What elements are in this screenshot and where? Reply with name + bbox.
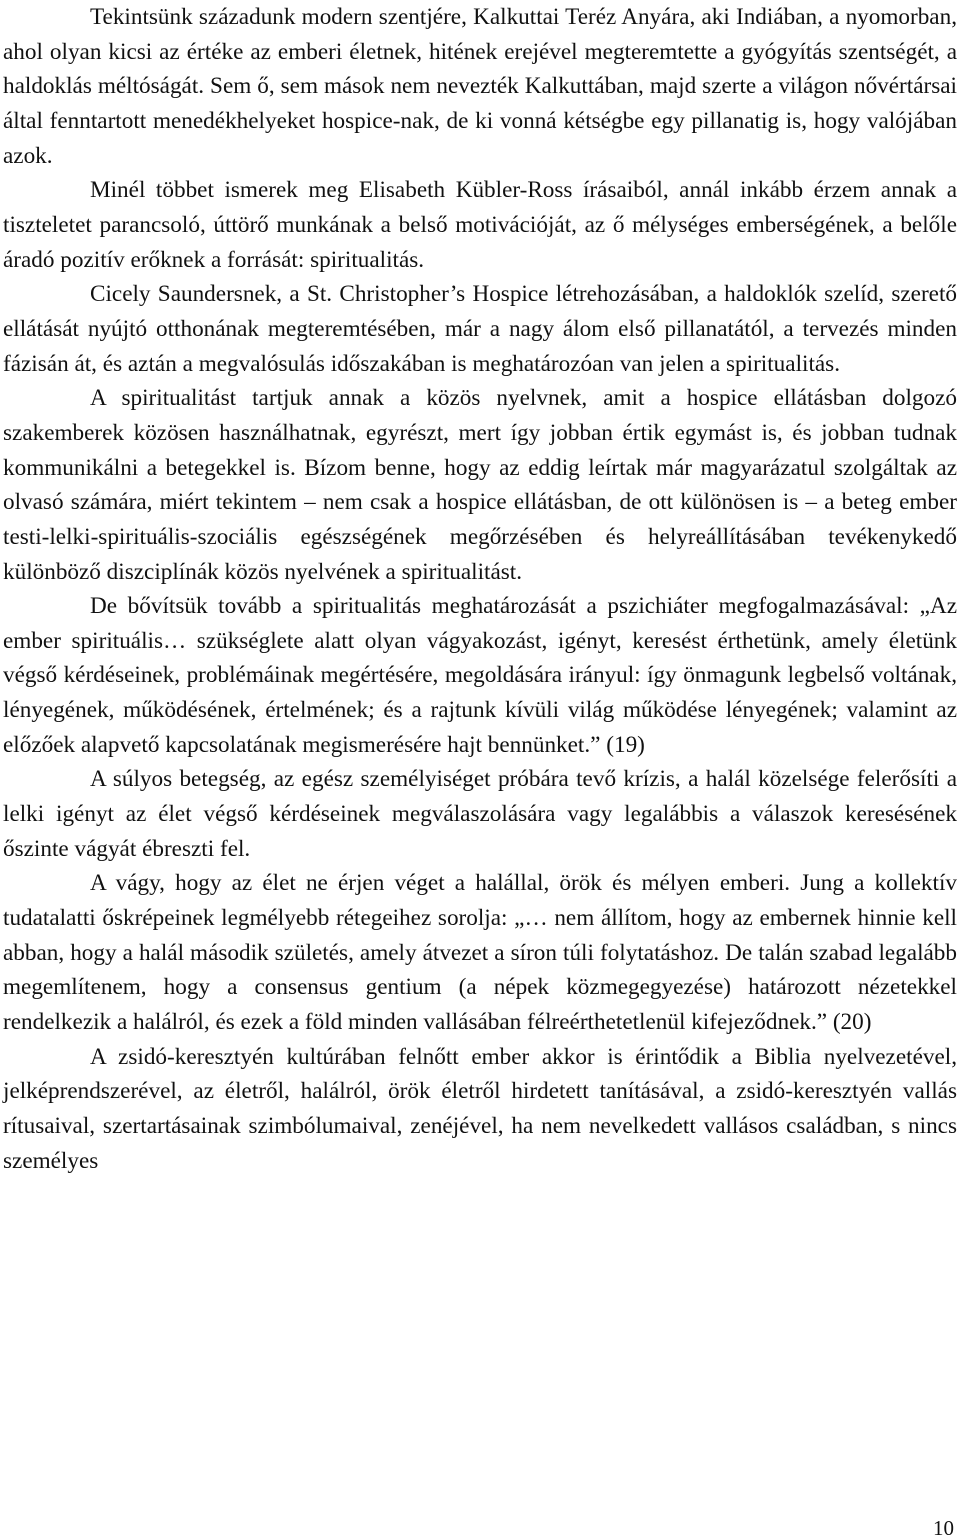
paragraph-teresa: Tekintsünk századunk modern szentjére, Kalkuttai Teréz Anyára, aki Indiában, a nyomorban, ahol olyan kicsi az értéke az emberi életnek, hitének erejével megteremtette a gyógyítás szentségét, a haldoklás méltóságát. Sem ő, sem mások nem nevezték Kalkuttában, majd szerte a világon nővértársai által fenntartott menedékhelyeket hospice-nak, de ki vonná kétségbe egy pillanatig is, hogy valójában azok. <box>3 4 957 169</box>
paragraph-serious-illness: A súlyos betegség, az egész személyiséget próbára tevő krízis, a halál közelsége felerősíti a lelki igényt az élet végső kérdéseinek megválaszolására vagy legalábbis a válaszok keresésének őszinte vágyát ébreszti fel. <box>3 766 957 862</box>
paragraph-judeo-christian: A zsidó-keresztyén kultúrában felnőtt ember akkor is érintődik a Biblia nyelvezetével, jelképrendszerével, az életről, halálról, örök életről hirdetett tanításával, a zsidó-keresztyén vallás rítusaival, szertartásainak szimbólumaival, zenéjével, ha nem nevelkedett vallásos családban, s nincs személyes <box>3 1043 957 1174</box>
paragraph-common-language: A spiritualitást tartjuk annak a közös nyelvnek, amit a hospice ellátásban dolgozó szakemberek közösen használhatnak, egyrészt, mert így jobban értik egymást is, és jobban tudnak kommunikálni a betegekkel is. Bízom benne, hogy az eddig leírtak már magyarázatul szolgáltak az olvasó számára, miért tekintem – nem csak a hospice ellátásban, de ott különösen is – a beteg ember testi-lelki-spirituális-szociális egészségének megőrzésében és helyreállításában tevékenykedő különböző diszciplínák közös nyelvének a spiritualitást. <box>3 385 957 585</box>
paragraph-saunders: Cicely Saundersnek, a St. Christopher’s Hospice létrehozásában, a haldoklók szelíd, szerető ellátását nyújtó otthonának megteremtésében, már a nagy álom első pillanatától, a tervezés minden fázisán át, és aztán a megvalósulás időszakában is meghatározóan van jelen a spiritualitás. <box>3 281 957 377</box>
page-number: 10 <box>933 1516 954 1540</box>
document-body <box>3 0 957 1178</box>
paragraph-psychiatrist-definition: De bővítsük tovább a spiritualitás meghatározását a pszichiáter megfogalmazásával: „Az ember spirituális… szükséglete alatt olyan vágyakozást, igényt, keresést érthetünk, amely életünk végső kérdéseinek, problémáinak megértésére, megoldására irányul: így önmagunk legbelső voltának, lényegének, működésének, értelmének; és a rajtunk kívüli világ működése lényegének; valamint az előzőek alapvető kapcsolatának megismerésére hajt bennünket.” (19) <box>3 593 957 758</box>
paragraph-kubler-ross: Minél többet ismerek meg Elisabeth Kübler-Ross írásaiból, annál inkább érzem annak a tiszteletet parancsoló, úttörő munkának a belső motivációját, az ő mélységes emberségének, a belőle áradó pozitív erőknek a forrását: spiritualitás. <box>3 177 957 273</box>
paragraph-jung: A vágy, hogy az élet ne érjen véget a halállal, örök és mélyen emberi. Jung a kollektív tudatalatti őskrépeinek legmélyebb rétegeihez sorolja: „… nem állítom, hogy az embernek hinnie kell abban, hogy a halál második születés, amely átvezet a síron túli folytatáshoz. De talán szabad legalább megemlítenem, hogy a consensus gentium (a népek közmegegyezése) határozott nézetekkel rendelkezik a halálról, és ezek a föld minden vallásában félreérthetetlenül kifejeződnek.” (20) <box>3 870 957 1036</box>
